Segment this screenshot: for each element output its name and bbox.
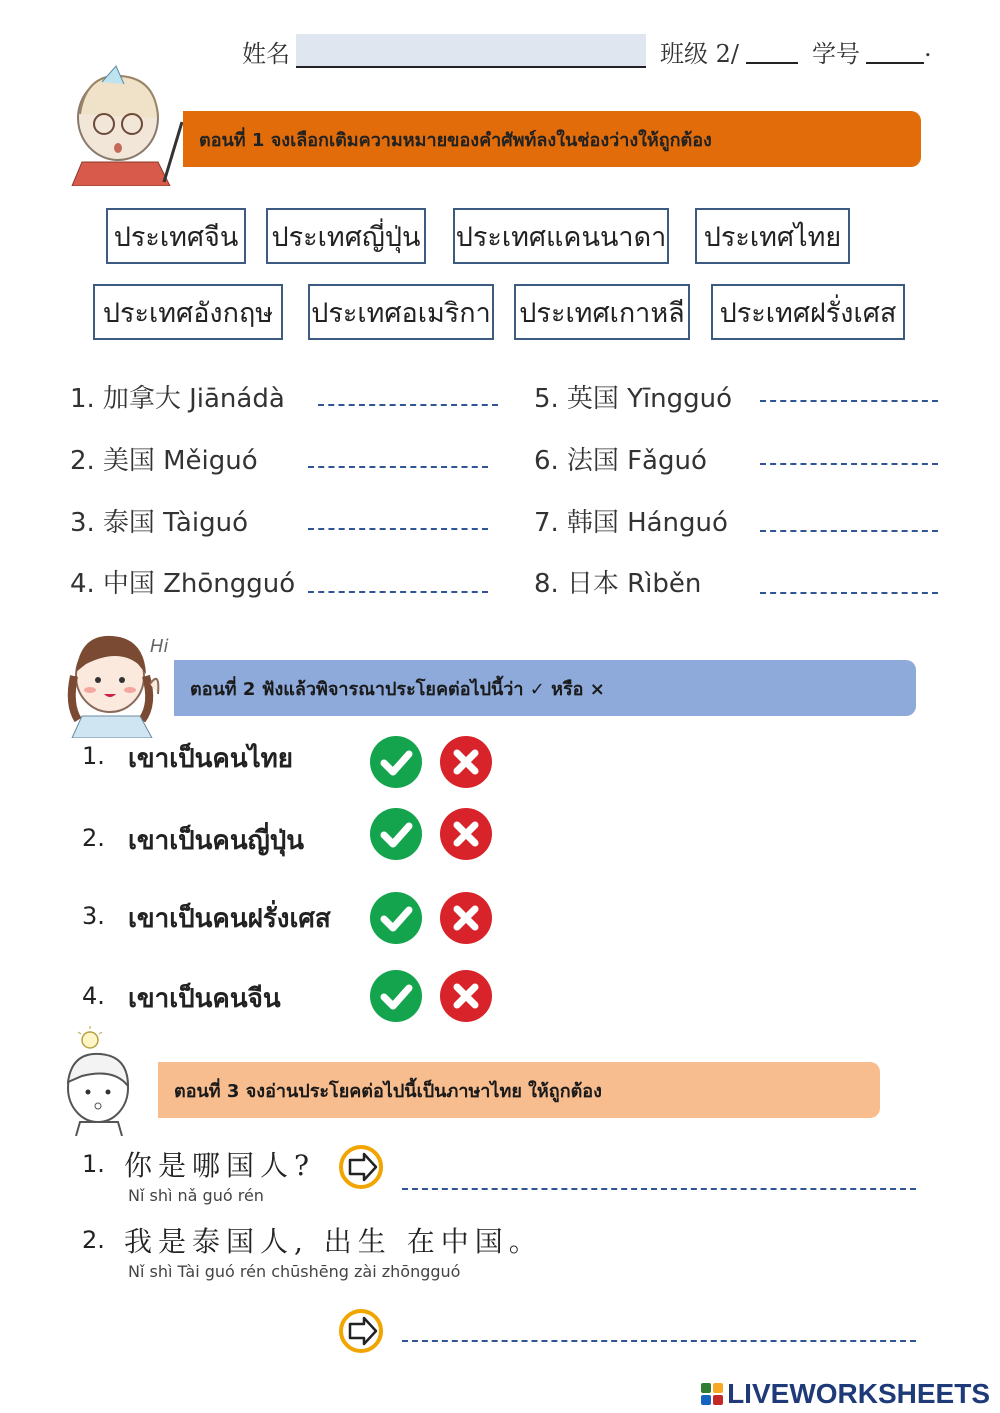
arrow-icon <box>338 1144 384 1190</box>
answer-blank[interactable] <box>760 400 938 402</box>
end-mark: . <box>924 34 932 62</box>
answer-blank[interactable] <box>308 591 488 593</box>
section2-title: ตอนที่ 2 ฟังแล้วพิจารณาประโยคต่อไปนี้ว่า ✓ หรือ × <box>190 678 605 700</box>
section3-title: ตอนที่ 3 จงอ่านประโยคต่อไปนี้เป็นภาษาไทย ให้ถูกต้อง <box>174 1080 602 1102</box>
check-button[interactable] <box>370 892 422 944</box>
answer-blank[interactable] <box>760 463 938 465</box>
statement-number: 3. <box>82 902 105 930</box>
translation-number: 1. <box>82 1150 105 1178</box>
cross-icon <box>440 892 492 944</box>
name-label: 姓名 <box>242 40 290 68</box>
word-bank-item[interactable]: ประเทศไทย <box>695 208 850 264</box>
check-icon <box>370 970 422 1022</box>
check-icon <box>370 808 422 860</box>
section3-banner <box>158 1062 880 1118</box>
liveworksheets-logo <box>701 1378 990 1410</box>
cross-button[interactable] <box>440 892 492 944</box>
logo-mark-icon <box>701 1383 723 1405</box>
question-item: 4. 中国 Zhōngguó <box>70 569 296 599</box>
girl-waving-illustration <box>58 624 178 738</box>
class-label: 班级 2/ <box>660 40 739 68</box>
number-input[interactable] <box>866 62 924 64</box>
answer-blank[interactable] <box>760 592 938 594</box>
question-item: 5. 英国 Yīngguó <box>534 384 733 414</box>
girl-glasses-illustration <box>62 62 186 186</box>
question-item: 8. 日本 Rìběn <box>534 569 702 599</box>
pinyin-text: Nǐ shì nǎ guó rén <box>128 1186 264 1205</box>
question-item: 2. 美国 Měiguó <box>70 446 258 476</box>
question-item: 6. 法国 Fǎguó <box>534 446 707 476</box>
chinese-sentence: 你是哪国人? <box>124 1149 316 1182</box>
arrow-icon <box>338 1308 384 1354</box>
section1-title: ตอนที่ 1 จงเลือกเติมความหมายของคำศัพท์ลงในช่องว่างให้ถูกต้อง <box>199 129 712 151</box>
statement-text: เขาเป็นคนฝรั่งเศส <box>128 904 331 934</box>
word-bank-item[interactable]: ประเทศฝรั่งเศส <box>711 284 905 340</box>
question-item: 7. 韩国 Hánguó <box>534 508 728 538</box>
word-bank-item[interactable]: ประเทศอังกฤษ <box>93 284 283 340</box>
translation-blank[interactable] <box>402 1188 916 1190</box>
check-icon <box>370 892 422 944</box>
answer-blank[interactable] <box>318 404 498 406</box>
word-bank-item[interactable]: ประเทศจีน <box>106 208 246 264</box>
word-bank-item[interactable]: ประเทศญี่ปุ่น <box>266 208 426 264</box>
section2-banner <box>174 660 916 716</box>
cross-button[interactable] <box>440 808 492 860</box>
translation-number: 2. <box>82 1226 105 1254</box>
answer-blank[interactable] <box>308 466 488 468</box>
check-icon <box>370 736 422 788</box>
logo-text: LIVEWORKSHEETS <box>727 1378 990 1409</box>
translation-blank[interactable] <box>402 1340 916 1342</box>
cross-icon <box>440 736 492 788</box>
cross-button[interactable] <box>440 970 492 1022</box>
question-item: 1. 加拿大 Jiānádà <box>70 384 285 414</box>
statement-text: เขาเป็นคนไทย <box>128 744 294 774</box>
number-label: 学号 <box>812 40 860 68</box>
check-button[interactable] <box>370 736 422 788</box>
class-input[interactable] <box>746 62 798 64</box>
hi-text: Hi <box>150 636 169 657</box>
statement-number: 1. <box>82 742 105 770</box>
statement-text: เขาเป็นคนญี่ปุ่น <box>128 826 305 856</box>
statement-number: 2. <box>82 824 105 852</box>
name-input[interactable] <box>296 34 646 68</box>
question-item: 3. 泰国 Tàiguó <box>70 508 248 538</box>
cross-button[interactable] <box>440 736 492 788</box>
cross-icon <box>440 808 492 860</box>
word-bank-item[interactable]: ประเทศแคนนาดา <box>453 208 669 264</box>
statement-text: เขาเป็นคนจีน <box>128 984 281 1014</box>
answer-blank[interactable] <box>308 528 488 530</box>
pinyin-text: Nǐ shì Tài guó rén chūshēng zài zhōngguó <box>128 1262 461 1281</box>
statement-number: 4. <box>82 982 105 1010</box>
check-button[interactable] <box>370 808 422 860</box>
check-button[interactable] <box>370 970 422 1022</box>
answer-blank[interactable] <box>760 530 938 532</box>
cross-icon <box>440 970 492 1022</box>
section1-banner <box>183 111 921 167</box>
chinese-sentence: 我是泰国人, 出生 在中国。 <box>124 1225 543 1258</box>
word-bank-item[interactable]: ประเทศอเมริกา <box>308 284 494 340</box>
word-bank-item[interactable]: ประเทศเกาหลี <box>514 284 690 340</box>
thinking-girl-illustration <box>56 1026 156 1136</box>
